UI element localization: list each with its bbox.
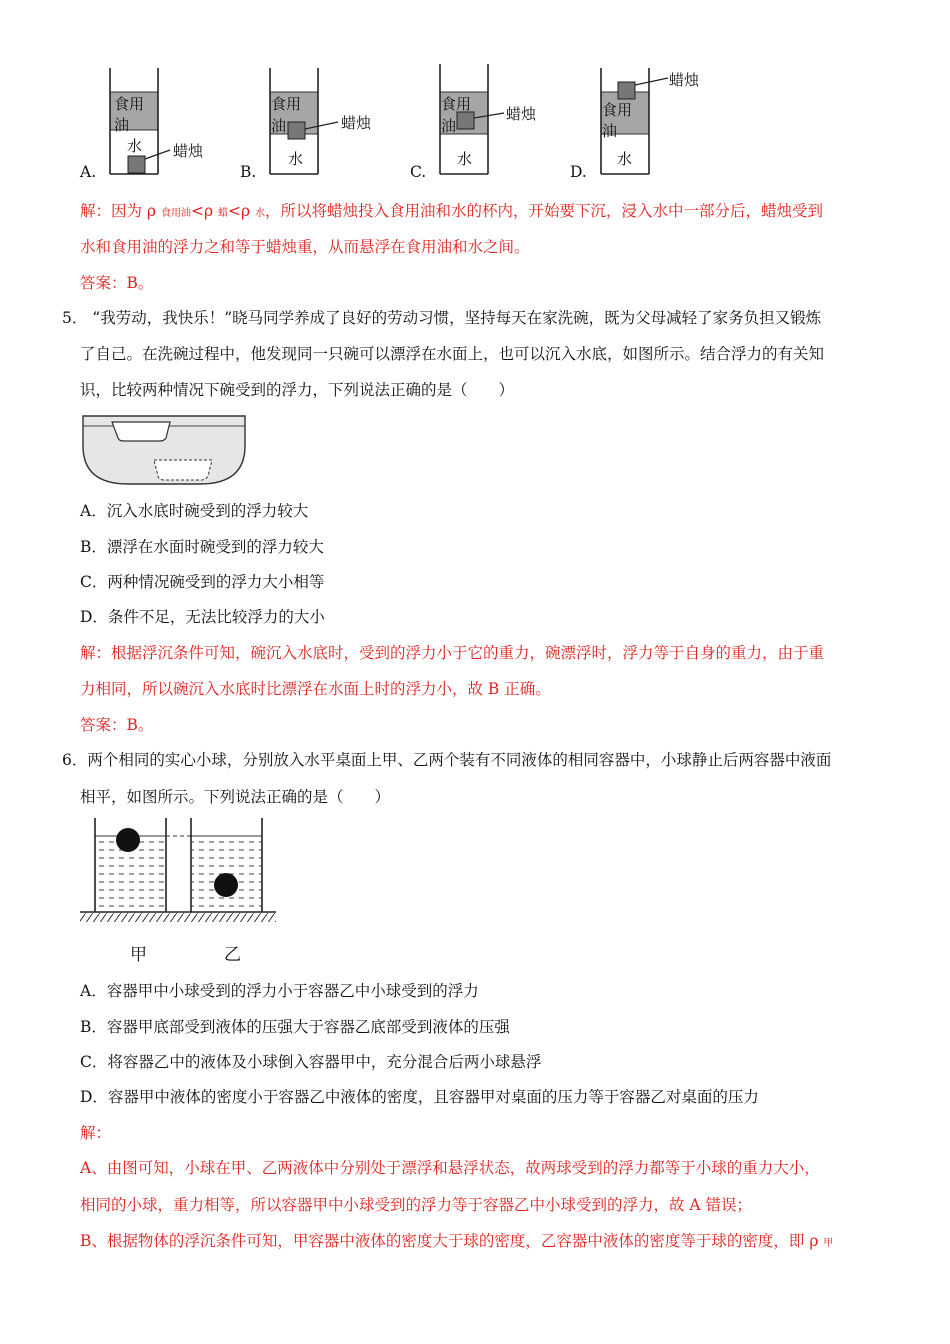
q5-answer: 答案：B。 <box>80 716 154 734</box>
q6-option-d: D．容器甲中液体的密度小于容器乙中液体的密度，且容器甲对桌面的压力等于容器乙对桌面的压力 <box>80 1088 759 1106</box>
q6-stem-line-1: 6．两个相同的实心小球，分别放入水平桌面上甲、乙两个装有不同液体的相同容器中，小球静止后两容器中液面 <box>62 751 832 769</box>
basin-diagram <box>80 410 250 490</box>
cup-c-candle-label: 蜡烛 <box>506 105 537 123</box>
cups-figure <box>78 62 718 182</box>
cup-b-candle-label: 蜡烛 <box>341 114 372 132</box>
q6-option-c: C．将容器乙中的液体及小球倒入容器甲中，充分混合后两小球悬浮 <box>80 1053 542 1071</box>
basin-figure <box>80 410 250 490</box>
container-yi-label: 乙 <box>224 945 241 965</box>
q6-stem-line-2: 相平，如图所示。下列说法正确的是（ ） <box>80 788 391 806</box>
option-a-label: A. <box>80 163 97 181</box>
q5-solution-line-2: 力相同，所以碗沉入水底时比漂浮在水面上时的浮力小，故 B 正确。 <box>80 680 551 698</box>
q4-solution-line-2: 水和食用油的浮力之和等于蜡烛重，从而悬浮在食用油和水之间。 <box>80 238 530 256</box>
cup-d-oil-label-2: 油 <box>602 122 618 140</box>
q5-stem-line-2: 了自己。在洗碗过程中，他发现同一只碗可以漂浮在水面上，也可以沉入水底，如图所示。结合浮力的有关知 <box>80 345 825 363</box>
cup-a-oil-label-2: 油 <box>114 116 130 134</box>
cup-c-oil-label-2: 油 <box>441 117 457 135</box>
cup-d-water-label: 水 <box>617 150 633 168</box>
q6-solution-a-line-1: A、由图可知，小球在甲、乙两液体中分别处于漂浮和悬浮状态，故两球受到的浮力都等于小球的重力大小， <box>80 1159 820 1177</box>
q4-answer: 答案：B。 <box>80 274 154 292</box>
cup-a-candle-label: 蜡烛 <box>173 142 204 160</box>
q5-stem-line-1: 5． “我劳动，我快乐！”晓马同学养成了良好的劳动习惯，坚持每天在家洗碗，既为父母减轻了家务负担又锻炼 <box>62 309 822 327</box>
option-c-label: C. <box>410 163 427 181</box>
q6-solution-a-line-2: 相同的小球，重力相等，所以容器甲中小球受到的浮力等于容器乙中小球受到的浮力，故 A 错误； <box>80 1196 753 1214</box>
cup-a-water-label: 水 <box>127 137 143 155</box>
cup-a-oil-label: 食用 <box>114 95 145 113</box>
q6-solution-b-line-1: B、根据物体的浮沉条件可知，甲容器中液体的密度大于球的密度，乙容器中液体的密度等于球的密度，即 ρ 甲 <box>80 1232 834 1250</box>
cup-d-candle-label: 蜡烛 <box>669 71 700 89</box>
cup-d-oil-label: 食用 <box>602 101 633 119</box>
cup-b-oil-label-2: 油 <box>271 117 287 135</box>
cup-c-water-label: 水 <box>457 150 473 168</box>
q6-option-b: B．容器甲底部受到液体的压强大于容器乙底部受到液体的压强 <box>80 1018 510 1036</box>
q6-solution-head: 解： <box>80 1124 112 1142</box>
option-d-label: D. <box>570 163 587 181</box>
containers-diagram <box>78 814 278 924</box>
q5-option-a: A．沉入水底时碗受到的浮力较大 <box>80 502 309 520</box>
q5-stem-line-3: 识，比较两种情况下碗受到的浮力，下列说法正确的是（ ） <box>80 381 515 399</box>
containers-figure <box>78 814 278 966</box>
q5-option-b: B．漂浮在水面时碗受到的浮力较大 <box>80 538 324 556</box>
q5-solution-line-1: 解：根据浮沉条件可知，碗沉入水底时，受到的浮力小于它的重力，碗漂浮时，浮力等于自身的重力，由于重 <box>80 644 825 662</box>
option-b-label: B. <box>240 163 257 181</box>
cup-c-oil-label: 食用 <box>441 95 472 113</box>
q5-option-d: D．条件不足，无法比较浮力的大小 <box>80 608 325 626</box>
q5-option-c: C．两种情况碗受到的浮力大小相等 <box>80 573 325 591</box>
q6-option-a: A．容器甲中小球受到的浮力小于容器乙中小球受到的浮力 <box>80 982 479 1000</box>
container-jia-label: 甲 <box>130 945 147 965</box>
cup-b-water-label: 水 <box>288 150 304 168</box>
q4-solution-line-1: 解：因为 ρ 食用油<ρ 蜡<ρ 水，所以将蜡烛投入食用油和水的杯内，开始要下沉，浸入水中一部分后，蜡烛受到 <box>80 202 824 220</box>
cup-b-oil-label: 食用 <box>271 95 302 113</box>
